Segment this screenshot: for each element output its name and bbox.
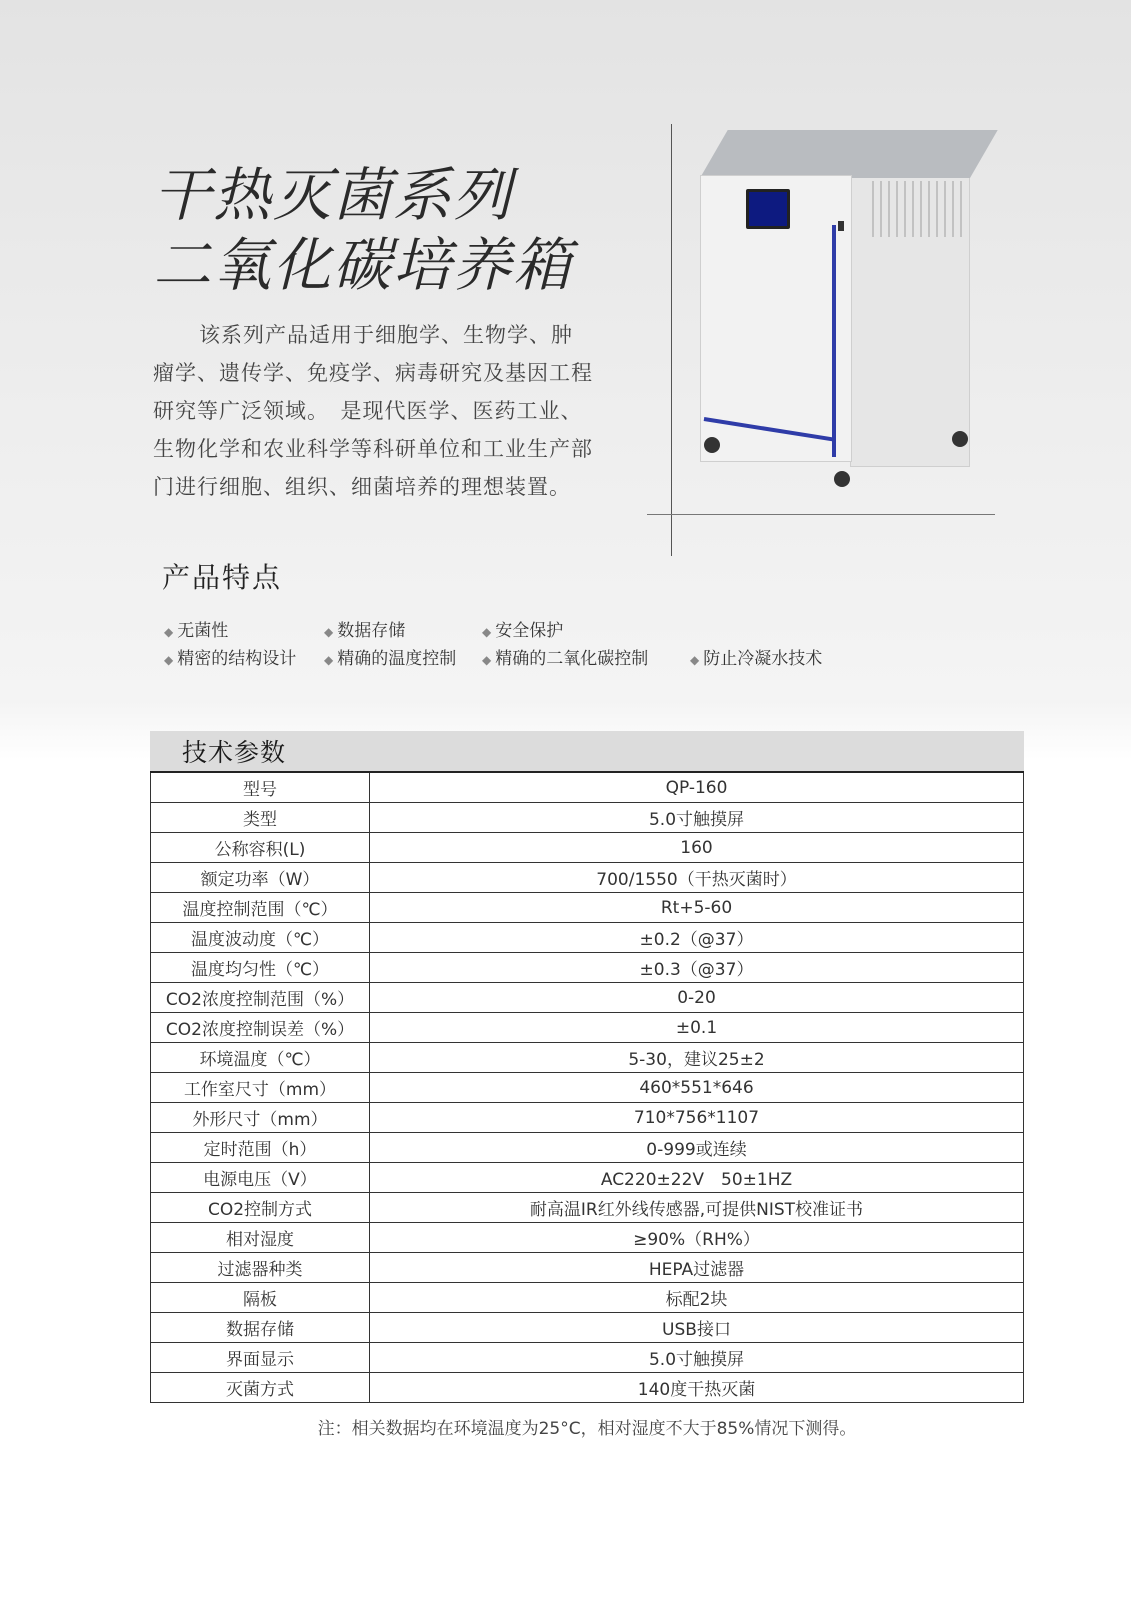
door-latch bbox=[838, 221, 844, 231]
feature-label: 安全保护 bbox=[495, 621, 564, 641]
spec-value-cell: QP-160 bbox=[370, 772, 1024, 803]
spec-key-cell: 环境温度（℃） bbox=[151, 1043, 370, 1073]
table-row bbox=[151, 1193, 1024, 1223]
horizontal-divider bbox=[647, 514, 995, 515]
feature-item bbox=[324, 616, 405, 641]
spec-key-cell: 型号 bbox=[151, 772, 370, 803]
caster-wheel bbox=[704, 437, 720, 453]
feature-label: 防止冷凝水技术 bbox=[703, 649, 823, 669]
feature-item bbox=[482, 644, 648, 669]
features-heading: 产品特点 bbox=[162, 561, 283, 594]
diamond-bullet-icon: ◆ bbox=[324, 653, 334, 667]
spec-value-cell: 140度干热灭菌 bbox=[370, 1373, 1024, 1403]
feature-label: 无菌性 bbox=[177, 621, 229, 641]
spec-value-cell: 5-30，建议25±2 bbox=[370, 1043, 1024, 1073]
spec-table bbox=[150, 771, 1024, 1403]
cabinet-top-panel bbox=[700, 130, 998, 178]
spec-key-cell: 工作室尺寸（mm） bbox=[151, 1073, 370, 1103]
table-row bbox=[151, 1043, 1024, 1073]
feature-label: 精密的结构设计 bbox=[177, 649, 297, 669]
spec-table-body bbox=[151, 772, 1024, 1403]
diamond-bullet-icon: ◆ bbox=[164, 653, 174, 667]
spec-key-cell: 数据存储 bbox=[151, 1313, 370, 1343]
spec-key-cell: 温度控制范围（℃） bbox=[151, 893, 370, 923]
intro-paragraph: 该系列产品适用于细胞学、生物学、肿瘤学、遗传学、免疫学、病毒研究及基因工程研究等广泛领域。 是现代医学、医药工业、生物化学和农业科学等科研单位和工业生产部门进行细胞、组织、细菌培养的理想装置。 bbox=[153, 323, 593, 499]
spec-value-cell: 700/1550（干热灭菌时） bbox=[370, 863, 1024, 893]
spec-key-cell: 温度波动度（℃） bbox=[151, 923, 370, 953]
diamond-bullet-icon: ◆ bbox=[164, 625, 174, 639]
spec-key-cell: 过滤器种类 bbox=[151, 1253, 370, 1283]
spec-value-cell: 5.0寸触摸屏 bbox=[370, 1343, 1024, 1373]
diamond-bullet-icon: ◆ bbox=[690, 653, 700, 667]
caster-wheel bbox=[834, 471, 850, 487]
feature-item bbox=[164, 616, 228, 641]
feature-label: 精确的二氧化碳控制 bbox=[495, 649, 649, 669]
feature-item bbox=[324, 644, 456, 669]
table-row bbox=[151, 1253, 1024, 1283]
spec-key-cell: 额定功率（W） bbox=[151, 863, 370, 893]
spec-key-cell: CO2控制方式 bbox=[151, 1193, 370, 1223]
title-line-1: 干热灭菌系列 bbox=[153, 161, 514, 229]
spec-value-cell: 耐高温IR红外线传感器,可提供NIST校准证书 bbox=[370, 1193, 1024, 1223]
table-row bbox=[151, 1073, 1024, 1103]
incubator-product-image bbox=[690, 125, 990, 505]
diamond-bullet-icon: ◆ bbox=[482, 653, 492, 667]
spec-value-cell: ±0.3（@37） bbox=[370, 953, 1024, 983]
spec-value-cell: Rt+5-60 bbox=[370, 893, 1024, 923]
spec-key-cell: 相对湿度 bbox=[151, 1223, 370, 1253]
footnote: 注：相关数据均在环境温度为25°C，相对湿度不大于85%情况下测得。 bbox=[317, 1419, 857, 1439]
diamond-bullet-icon: ◆ bbox=[482, 625, 492, 639]
spec-key-cell: CO2浓度控制误差（%） bbox=[151, 1013, 370, 1043]
table-row bbox=[151, 1343, 1024, 1373]
spec-key-cell: 温度均匀性（℃） bbox=[151, 953, 370, 983]
table-row bbox=[151, 1373, 1024, 1403]
touchscreen-display bbox=[746, 189, 790, 229]
table-row bbox=[151, 1313, 1024, 1343]
spec-value-cell: 460*551*646 bbox=[370, 1073, 1024, 1103]
table-row bbox=[151, 1163, 1024, 1193]
spec-value-cell: 0-999或连续 bbox=[370, 1133, 1024, 1163]
table-row bbox=[151, 1283, 1024, 1313]
table-row bbox=[151, 923, 1024, 953]
spec-key-cell: 公称容积(L) bbox=[151, 833, 370, 863]
spec-value-cell: 0-20 bbox=[370, 983, 1024, 1013]
spec-key-cell: 界面显示 bbox=[151, 1343, 370, 1373]
spec-value-cell: HEPA过滤器 bbox=[370, 1253, 1024, 1283]
feature-item bbox=[164, 644, 296, 669]
spec-value-cell: 160 bbox=[370, 833, 1024, 863]
table-row bbox=[151, 893, 1024, 923]
table-row bbox=[151, 833, 1024, 863]
vertical-divider bbox=[671, 124, 672, 556]
page-title bbox=[153, 160, 573, 300]
spec-heading: 技术参数 bbox=[182, 738, 287, 767]
title-line-2: 二氧化碳培养箱 bbox=[153, 231, 574, 299]
feature-label: 数据存储 bbox=[337, 621, 406, 641]
spec-key-cell: 隔板 bbox=[151, 1283, 370, 1313]
spec-key-cell: 类型 bbox=[151, 803, 370, 833]
diamond-bullet-icon: ◆ bbox=[324, 625, 334, 639]
spec-value-cell: 5.0寸触摸屏 bbox=[370, 803, 1024, 833]
table-row bbox=[151, 1133, 1024, 1163]
table-row bbox=[151, 1103, 1024, 1133]
table-row bbox=[151, 772, 1024, 803]
feature-item bbox=[690, 644, 822, 669]
table-row bbox=[151, 953, 1024, 983]
spec-value-cell: 710*756*1107 bbox=[370, 1103, 1024, 1133]
spec-key-cell: 外形尺寸（mm） bbox=[151, 1103, 370, 1133]
spec-key-cell: CO2浓度控制范围（%） bbox=[151, 983, 370, 1013]
caster-wheel bbox=[952, 431, 968, 447]
feature-label: 精确的温度控制 bbox=[337, 649, 457, 669]
spec-value-cell: AC220±22V 50±1HZ bbox=[370, 1163, 1024, 1193]
spec-value-cell: 标配2块 bbox=[370, 1283, 1024, 1313]
table-row bbox=[151, 983, 1024, 1013]
spec-value-cell: ±0.2（@37） bbox=[370, 923, 1024, 953]
table-row bbox=[151, 803, 1024, 833]
table-row bbox=[151, 863, 1024, 893]
vent-grille bbox=[866, 181, 962, 237]
blue-trim-vertical bbox=[832, 225, 836, 457]
spec-key-cell: 电源电压（V） bbox=[151, 1163, 370, 1193]
spec-key-cell: 定时范围（h） bbox=[151, 1133, 370, 1163]
feature-item bbox=[482, 616, 563, 641]
spec-value-cell: ≥90%（RH%） bbox=[370, 1223, 1024, 1253]
table-row bbox=[151, 1223, 1024, 1253]
spec-value-cell: ±0.1 bbox=[370, 1013, 1024, 1043]
spec-value-cell: USB接口 bbox=[370, 1313, 1024, 1343]
spec-section-header bbox=[150, 731, 1024, 771]
spec-key-cell: 灭菌方式 bbox=[151, 1373, 370, 1403]
table-row bbox=[151, 1013, 1024, 1043]
